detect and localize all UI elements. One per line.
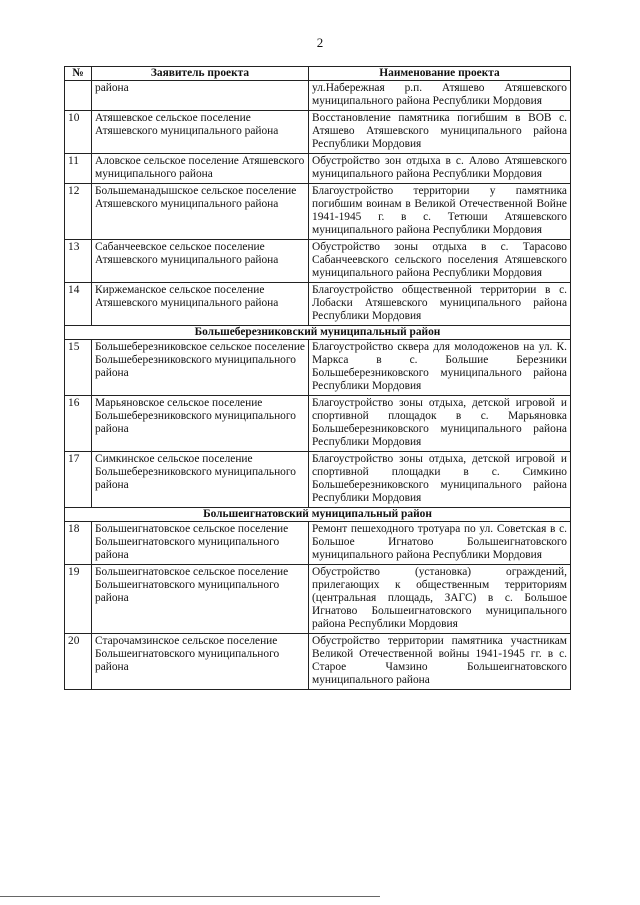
row-applicant: Атяшевское сельское поселение Атяшевского муниципального района xyxy=(92,111,309,154)
table-row xyxy=(65,184,571,240)
table-row xyxy=(65,81,571,111)
row-project: Благоустройство общественной территории в с. Лобаски Атяшевского муниципального района Республики Мордовия xyxy=(309,283,571,326)
row-number xyxy=(65,81,92,111)
table-row xyxy=(65,283,571,326)
table-row xyxy=(65,452,571,508)
row-number: 18 xyxy=(65,522,92,565)
row-number: 20 xyxy=(65,634,92,690)
row-applicant: Марьяновское сельское поселение Большеберезниковского муниципального района xyxy=(92,396,309,452)
row-applicant: Большеманадышское сельское поселение Атяшевского муниципального района xyxy=(92,184,309,240)
table-row xyxy=(65,340,571,396)
row-applicant: Киржеманское сельское поселение Атяшевского муниципального района xyxy=(92,283,309,326)
column-header-applicant: Заявитель проекта xyxy=(92,67,309,81)
projects-table xyxy=(64,66,571,690)
footer-divider xyxy=(0,896,380,897)
row-project: Благоустройство сквера для молодоженов на ул. К. Маркса в с. Большие Березники Большеберезниковского муниципального района Республики Мордовия xyxy=(309,340,571,396)
row-project: Обустройство (установка) ограждений, прилегающих к общественным территориям (центральная площадь, ЗАГС) в с. Большое Игнатово Большеигнатовского муниципального района Республики Мордовия xyxy=(309,565,571,634)
row-number: 10 xyxy=(65,111,92,154)
row-applicant: Аловское сельское поселение Атяшевского муниципального района xyxy=(92,154,309,184)
row-applicant: района xyxy=(92,81,309,111)
row-applicant: Старочамзинское сельское поселение Большеигнатовского муниципального района xyxy=(92,634,309,690)
row-project: Обустройство зон отдыха в с. Алово Атяшевского муниципального района Республики Мордовия xyxy=(309,154,571,184)
table-body xyxy=(65,81,571,690)
table-row xyxy=(65,634,571,690)
row-number: 11 xyxy=(65,154,92,184)
row-project: Благоустройство зоны отдыха, детской игровой и спортивной площадки в с. Симкино Большеберезниковского муниципального района Республики Мордовия xyxy=(309,452,571,508)
row-number: 16 xyxy=(65,396,92,452)
row-project: Благоустройство территории у памятника погибшим воинам в Великой Отечественной Войне 1941-1945 г. в с. Тетюши Атяшевского муниципального района Республики Мордовия xyxy=(309,184,571,240)
table-row xyxy=(65,240,571,283)
column-header-number: № xyxy=(65,67,92,81)
table-row xyxy=(65,111,571,154)
table-header-row xyxy=(65,67,571,81)
table-row xyxy=(65,565,571,634)
row-number: 17 xyxy=(65,452,92,508)
row-number: 15 xyxy=(65,340,92,396)
row-project: Обустройство зоны отдыха в с. Тарасово Сабанчеевского сельского поселения Атяшевского муниципального района Республики Мордовия xyxy=(309,240,571,283)
table-row xyxy=(65,396,571,452)
row-applicant: Большеигнатовское сельское поселение Большеигнатовского муниципального района xyxy=(92,565,309,634)
column-header-project: Наименование проекта xyxy=(309,67,571,81)
row-project: Благоустройство зоны отдыха, детской игровой и спортивной площадок в с. Марьяновка Большеберезниковского муниципального района Республики Мордовия xyxy=(309,396,571,452)
row-applicant: Сабанчеевское сельское поселение Атяшевского муниципального района xyxy=(92,240,309,283)
row-applicant: Большеберезниковское сельское поселение Большеберезниковского муниципального района xyxy=(92,340,309,396)
row-project: Ремонт пешеходного тротуара по ул. Советская в с. Большое Игнатово Большеигнатовского муниципального района Республики Мордовия xyxy=(309,522,571,565)
section-title: Большеберезниковский муниципальный район xyxy=(65,326,571,340)
section-title: Большеигнатовский муниципальный район xyxy=(65,508,571,522)
row-number: 12 xyxy=(65,184,92,240)
table-row xyxy=(65,154,571,184)
row-number: 13 xyxy=(65,240,92,283)
row-project: Обустройство территории памятника участникам Великой Отечественной войны 1941-1945 гг. в с. Старое Чамзино Большеигнатовского муниципального района xyxy=(309,634,571,690)
row-project: Восстановление памятника погибшим в ВОВ с. Атяшево Атяшевского муниципального района Республики Мордовия xyxy=(309,111,571,154)
section-row xyxy=(65,508,571,522)
row-project: ул.Набережная р.п. Атяшево Атяшевского муниципального района Республики Мордовия xyxy=(309,81,571,111)
row-applicant: Симкинское сельское поселение Большеберезниковского муниципального района xyxy=(92,452,309,508)
row-number: 19 xyxy=(65,565,92,634)
row-applicant: Большеигнатовское сельское поселение Большеигнатовского муниципального района xyxy=(92,522,309,565)
page-number: 2 xyxy=(316,35,324,50)
table-row xyxy=(65,522,571,565)
row-number: 14 xyxy=(65,283,92,326)
section-row xyxy=(65,326,571,340)
